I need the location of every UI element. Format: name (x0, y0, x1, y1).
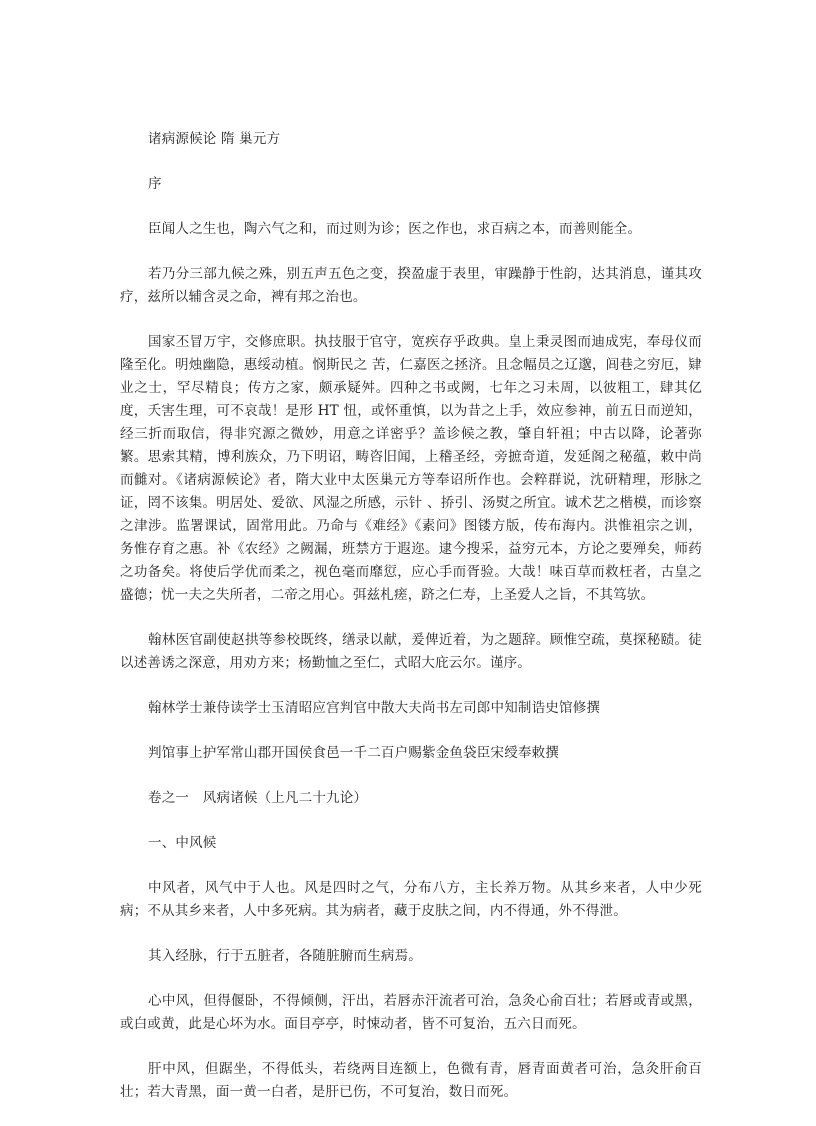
volume-heading: 卷之一 风病诸候（上凡二十九论） (148, 790, 368, 806)
paragraph: 翰林医官副使赵拱等参校既终，缮录以献，爰俾近着，为之题辞。顾惟空疏，莫探秘赜。徒以述善诱之深意，用劝方来；杨勤恤之至仁，式昭大庇云尔。谨序。 (120, 632, 702, 671)
paragraph: 心中风，但得偃卧，不得倾侧，汗出，若唇赤汗流者可治，急灸心俞百壮；若唇或青或黑，或白或黄，此是心坏为水。面目亭亭，时悚动者，皆不可复治，五六日而死。 (120, 993, 702, 1032)
author-title-line: 翰林学士兼侍读学士玉清昭应宫判官中散大夫尚书左司郎中知制诰史馆修撰 (148, 700, 601, 716)
document-page (120, 128, 702, 1126)
book-title-line: 诸病源候论 隋 巢元方 (148, 131, 281, 147)
paragraph: 臣闻人之生也，陶六气之和，而过则为诊；医之作也，求百病之本，而善则能全。 (148, 221, 642, 237)
paragraph: 其入经脉，行于五脏者，各随脏腑而生病焉。 (148, 948, 422, 964)
paragraph: 国家丕冒万宇，交修庶职。执技服于官守，宽疾存乎政典。皇上秉灵图而迪成宪，奉母仪而隆至化。明烛幽隐，惠绥动植。悯斯民之 苦，仁嘉医之拯济。且念幅员之辽邈，闾巷之穷厄，肄业之士，罕尽精良；传方之家，颇承疑舛。四种之书或阙，七年之习未周，以彼粗工，肆其亿度，夭害生理，可不哀哉！是形 HT 忸，或怀重慎，以为昔之上手，效应参神，前五日而逆知，经三折而取信，得非究源之微妙，用意之详密乎？盖诊候之教，肇自轩祖；中古以降，论著弥繁。思索其精，博利族众，乃下明诏，畴咨旧闻，上稽圣经，旁摭奇道，发延阁之秘蕴，敕中尚而雠对。《诸病源候论》者，隋大业中太医巢元方等奉诏所作也。会粹群说，沈研精理，形脉之证，罔不该集。明居处、爱欲、风湿之所感，示针 、挢引、汤熨之所宜。诚术艺之楷模，而诊察之津涉。监署课试，固常用此。乃命与《难经》《素问》图镂方版，传布海内。洪惟祖宗之训，务惟存育之惠。补《农经》之阙漏，班禁方于遐迩。逮今搜采，益穷元本，方论之要殚矣，师药之功备矣。将使后学优而柔之，视色毫而靡愆，应心手而胥验。大哉！味百草而救枉者，古皇之盛德；忧一夫之失所者，二帝之用心。弭兹札瘥，跻之仁寿，上圣爱人之旨，不其笃欤。 (120, 334, 702, 603)
paragraph: 肝中风，但踞坐，不得低头，若绕两目连额上，色微有青，唇青面黄者可治，急灸肝俞百壮；若大青黑，面一黄一白者，是肝已伤，不可复治，数日而死。 (120, 1061, 702, 1100)
author-title-line: 判馆事上护军常山郡开国侯食邑一千二百户赐紫金鱼袋臣宋绶奉敕撰 (148, 745, 559, 761)
paragraph: 若乃分三部九候之殊，别五声五色之变，揆盈虚于表里，审躁静于性韵，达其消息，谨其攻疗，兹所以辅含灵之命，裨有邦之治也。 (120, 266, 702, 305)
paragraph: 中风者，风气中于人也。风是四时之气，分布八方，主长养万物。从其乡来者，人中少死病；不从其乡来者，人中多死病。其为病者，藏于皮肤之间，内不得通，外不得泄。 (120, 880, 702, 919)
section-heading: 一、中风候 (148, 835, 217, 851)
preface-heading: 序 (148, 176, 162, 192)
